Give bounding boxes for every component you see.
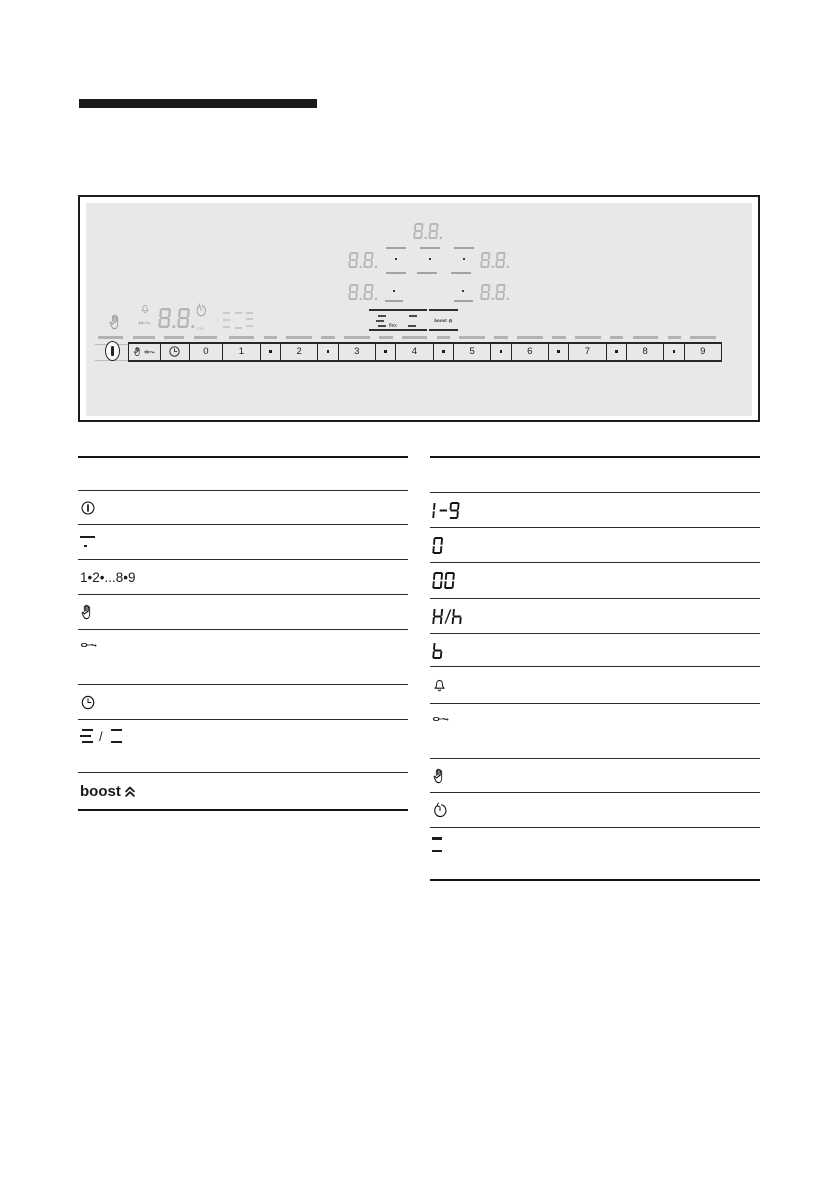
slider-number-label: 7: [584, 346, 591, 358]
front-right-zone-display: [480, 284, 512, 300]
slider-dot: [434, 342, 454, 362]
zone-indicator-dash: [451, 272, 471, 274]
lock-symbol-row: [78, 630, 408, 685]
slider-number-label: 6: [527, 346, 533, 358]
flex-label: flex: [389, 322, 397, 329]
flex-zone-symbol-row: [78, 720, 408, 773]
zone-indicator-dash: [454, 247, 474, 249]
touch-dash: [664, 336, 684, 339]
key-icon: [138, 319, 152, 327]
slider-dot-mark: [500, 350, 503, 353]
power-button: [105, 341, 120, 361]
front-left-zone-display: [348, 284, 380, 300]
power-bar-icon: [111, 346, 114, 357]
slider-dot: [376, 342, 396, 362]
touch-dash: [376, 336, 396, 339]
slash-separator: /: [99, 729, 103, 744]
slider-number-label: 1: [238, 346, 245, 358]
boost-symbol-row: [78, 773, 408, 809]
display-h-row: [430, 599, 760, 634]
slider-dot: [607, 342, 627, 362]
touch-dash: [607, 336, 627, 339]
display-hand-row: [430, 759, 760, 793]
slider-number-label: 3: [354, 346, 360, 358]
touch-dash: [338, 336, 376, 339]
slider-dot-mark: [384, 350, 387, 353]
zone-indicator-dot: [463, 258, 466, 261]
slider-dot-mark: [327, 350, 330, 353]
slider-number-label: 0: [203, 346, 209, 358]
symbol-text: 1•2•...8•9: [80, 569, 136, 585]
slider-number-label: 8: [642, 346, 648, 358]
touch-dash: [318, 336, 338, 339]
display-b-row: [430, 634, 760, 667]
slider-key-strip: [128, 342, 722, 362]
slider-dot: [261, 342, 281, 362]
power-icon: [80, 500, 96, 516]
clock-icon: [80, 694, 96, 711]
min-unit-label: min: [197, 326, 205, 331]
touch-dash: [396, 336, 434, 339]
slider-number-label: 2: [296, 346, 302, 358]
back-right-zone-display: [480, 252, 512, 268]
slider-key-6: [512, 342, 549, 362]
slider-key-9: [685, 342, 722, 362]
cooking-zone-display-symbol-row: [78, 525, 408, 560]
slider-dot-mark: [442, 350, 445, 353]
touch-dash: [434, 336, 454, 339]
back-left-zone-display: [348, 252, 380, 268]
touch-dash: [223, 336, 261, 339]
touch-dash: [453, 336, 491, 339]
seven-segment-symbol: [432, 502, 462, 519]
zone-indicator-dash: [417, 272, 437, 274]
center-timer-display: [413, 223, 445, 239]
touch-dash: [260, 336, 280, 339]
touch-dash: [569, 336, 607, 339]
key-icon: [80, 639, 99, 651]
zone-indicator-dash: [454, 300, 473, 302]
slider-dot-mark: [673, 350, 676, 353]
display-0-row: [430, 528, 760, 563]
touch-dash: [684, 336, 722, 339]
seven-segment-symbol: [432, 537, 446, 554]
touch-dash: [549, 336, 569, 339]
slider-key-8: [627, 342, 664, 362]
control-panel-figure: [78, 195, 760, 422]
clock-icon: [168, 345, 181, 358]
display-bell-row: [430, 667, 760, 704]
touch-dash: [189, 336, 223, 339]
slider-number-label: 5: [469, 346, 475, 358]
touch-dash-row: [128, 336, 722, 339]
touch-dash: [280, 336, 318, 339]
flex-zone-three-dash-icon: [80, 729, 93, 745]
slider-dot-mark: [615, 350, 618, 353]
display-timer-row: [430, 793, 760, 828]
touch-dash: [128, 336, 160, 339]
slider-key-1: [223, 342, 260, 362]
childproof-lock-symbol-row: [78, 595, 408, 630]
slider-key-2: [281, 342, 318, 362]
timer-symbol-row: [78, 685, 408, 720]
slider-key-5: [454, 342, 491, 362]
timer-icon: [195, 303, 207, 318]
hand-icon: [133, 346, 142, 357]
hand-icon: [108, 313, 122, 331]
touch-dash: [491, 336, 511, 339]
boost-text: boost: [80, 782, 121, 800]
main-switch-symbol-row: [78, 491, 408, 525]
zone-indicator-dash: [420, 247, 440, 249]
touch-dash: [511, 336, 549, 339]
slider-key-7: [569, 342, 606, 362]
display-zone-dashes-row: [430, 828, 760, 879]
slider-number-label: 9: [700, 346, 706, 358]
slider-dot: [664, 342, 684, 362]
zone-indicator-dash: [386, 247, 406, 249]
zone-indicator-dash: [385, 300, 403, 302]
two-dash-symbol: [432, 837, 442, 852]
slider-dot-mark: [557, 350, 560, 353]
table-header-row: [430, 458, 760, 493]
display-key-row: [430, 704, 760, 759]
seven-segment-symbol: [432, 608, 465, 625]
table-header-row: [78, 458, 408, 491]
zone-indicator-dot: [462, 290, 465, 293]
flex-zone-two-dash-icon: [109, 729, 122, 745]
boost-box: [429, 309, 458, 331]
boost-chevrons-icon: [123, 784, 137, 798]
slider-dot-mark: [269, 350, 272, 353]
touch-dash: [160, 336, 189, 339]
hand-icon: [80, 603, 94, 621]
display-symbol-table: [430, 456, 760, 881]
slider-key-3: [339, 342, 376, 362]
display-00-row: [430, 563, 760, 599]
flex-zone-box: [369, 309, 427, 331]
bell-icon: [140, 303, 150, 315]
zone-indicator-dot: [393, 290, 396, 293]
touch-dash: [627, 336, 665, 339]
control-panel-surface: [86, 203, 752, 416]
zone-indicator-dot: [429, 258, 432, 261]
touch-dash: [98, 336, 123, 339]
slider-key-timer-key: [161, 342, 190, 362]
slider-key-0: [190, 342, 224, 362]
hand-icon: [432, 767, 446, 785]
level-grid-indicator: [223, 310, 253, 329]
boost-label: boost: [434, 317, 447, 323]
boost-chevrons-icon: [448, 318, 453, 323]
timer-icon: [432, 802, 448, 819]
slider-key-4: [396, 342, 433, 362]
key-icon: [432, 713, 451, 725]
dash-dot-symbol: [80, 536, 96, 549]
key-icon: [144, 348, 156, 356]
slider-number-label: 4: [411, 346, 418, 358]
slider-dot: [318, 342, 338, 362]
chapter-title-bar: [79, 99, 317, 108]
slider-key-childlock-key: [128, 342, 161, 362]
power-levels-symbol-row: [78, 560, 408, 595]
slider-dot: [491, 342, 511, 362]
bell-icon: [432, 677, 447, 694]
controls-symbol-table: [78, 456, 408, 811]
slider-dot: [549, 342, 569, 362]
zone-indicator-dash: [386, 272, 406, 274]
seven-segment-symbol: [432, 642, 446, 659]
seven-segment-symbol: [432, 572, 458, 589]
zone-indicator-dot: [395, 258, 398, 261]
display-1-9-row: [430, 493, 760, 528]
cluster-timer-display: [158, 308, 198, 328]
